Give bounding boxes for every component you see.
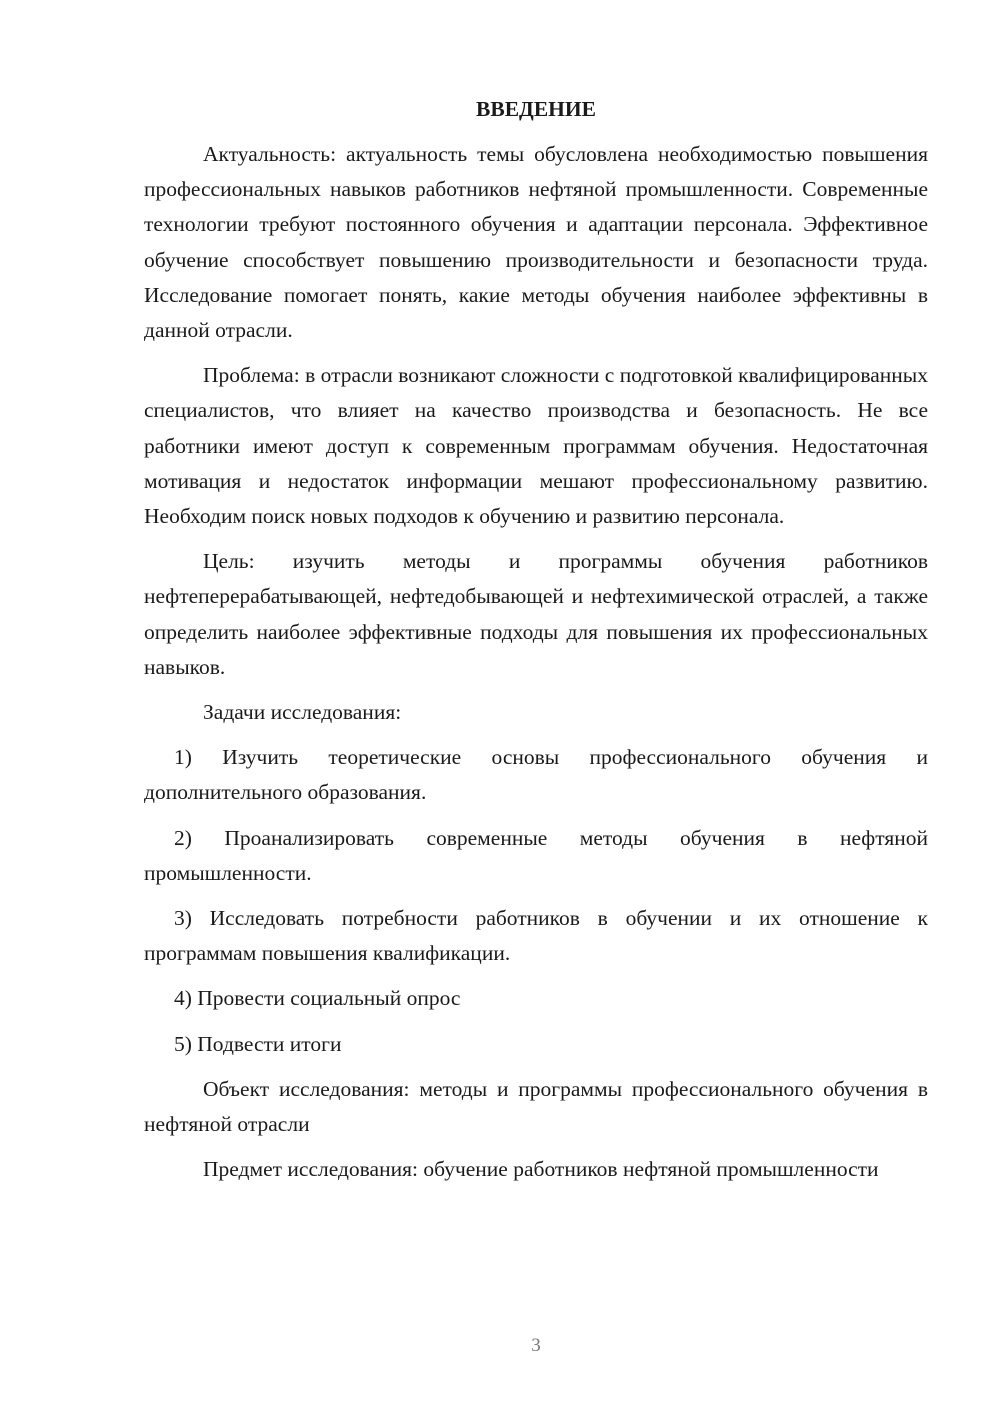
task-item: 1) Изучить теоретические основы профессионального обучения и дополнительного образования. bbox=[144, 745, 928, 805]
page-number: 3 bbox=[531, 1335, 541, 1356]
section-heading: ВВЕДЕНИЕ bbox=[476, 97, 596, 121]
goal-paragraph: Цель: изучить методы и программы обучения работников нефтеперерабатывающей, нефтедобывающей и нефтехимической отраслей, а также определить наиболее эффективные подходы для повышения их профессиональных навыков. bbox=[144, 549, 928, 679]
task-item: 2) Проанализировать современные методы обучения в нефтяной промышленности. bbox=[144, 825, 928, 885]
document-page bbox=[144, 92, 928, 1197]
object-paragraph: Объект исследования: методы и программы профессионального обучения в нефтяной отрасли bbox=[144, 1076, 928, 1137]
relevance-paragraph: Актуальность: актуальность темы обусловлена необходимостью повышения профессиональных навыков работников нефтяной промышленности. Современные технологии требуют постоянного обучения и адаптации персонала. Эффективное обучение способствует повышению производительности и безопасности труда. Исследование помогает понять, какие методы обучения наиболее эффективны в данной отрасли. bbox=[144, 142, 928, 343]
subject-paragraph: Предмет исследования: обучение работников нефтяной промышленности bbox=[203, 1157, 879, 1182]
task-item: 3) Исследовать потребности работников в обучении и их отношение к программам повышения квалификации. bbox=[144, 906, 928, 966]
task-item: 5) Подвести итоги bbox=[174, 1031, 342, 1056]
tasks-heading: Задачи исследования: bbox=[203, 700, 402, 725]
task-item: 4) Провести социальный опрос bbox=[174, 986, 461, 1011]
problem-paragraph: Проблема: в отрасли возникают сложности с подготовкой квалифицированных специалистов, что влияет на качество производства и безопасность. Не все работники имеют доступ к современным программам обучения. Недостаточная мотивация и недостаток информации мешают профессиональному развитию. Необходим поиск новых подходов к обучению и развитию персонала. bbox=[144, 363, 928, 529]
